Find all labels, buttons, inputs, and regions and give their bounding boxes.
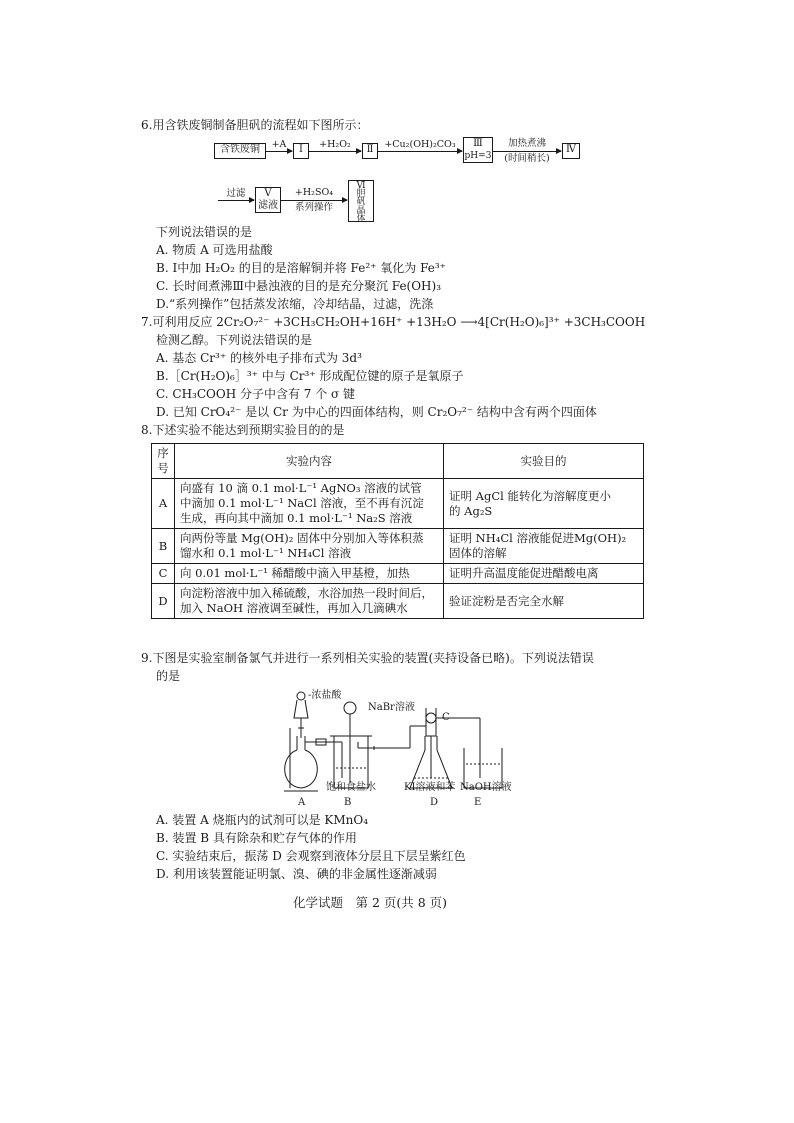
q7-stem: 7.可利用反应 2Cr₂O₇²⁻ +3CH₃CH₂OH+16H⁺ +13H₂O ⟶4[Cr(H₂O)₆]³⁺ +3CH₃COOH — [141, 315, 646, 329]
row-c-content-line: 向 0.01 mol·L⁻¹ 稀醋酸中滴入甲基橙，加热 — [180, 566, 410, 580]
flow-box-5-bottom: 滤液 — [258, 200, 278, 211]
label-conc-hcl: -浓盐酸 — [308, 690, 342, 701]
row-a-content-line: 中滴加 0.1 mol·L⁻¹ NaCl 溶液，至不再有沉淀 — [180, 496, 424, 510]
q9-stem: 9.下图是实验室制备氯气并进行一系列相关实验的装置(夹持设备已略)。下列说法错误 — [141, 651, 594, 665]
apparatus-a-flask — [284, 692, 332, 791]
flow-step4-bottom: (时间稍长) — [504, 153, 550, 164]
label-b: B — [344, 797, 352, 808]
row-a-content-line: 生成，再向其中滴加 0.1 mol·L⁻¹ Na₂S 溶液 — [180, 511, 413, 525]
q9-stem-continued: 的是 — [156, 669, 181, 683]
flow-box-6 — [348, 180, 374, 222]
flow-step5-label: 过滤 — [226, 188, 246, 199]
flow-box-6-line5: 体 — [356, 213, 366, 224]
row-d-purpose — [444, 584, 644, 619]
flow-step6-bottom: 系列操作 — [294, 202, 333, 213]
flow-arrow-3 — [378, 151, 462, 152]
table-header-row — [152, 444, 644, 479]
flow-arrow-6 — [281, 200, 347, 201]
flow-box-6-line2: 胆 — [356, 189, 366, 200]
flow-box-1: Ⅰ — [293, 143, 309, 159]
flow-arrow-5 — [218, 200, 254, 201]
flow-step4-top: 加热煮沸 — [507, 138, 546, 149]
q6-prompt: 下列说法错误的是 — [156, 225, 253, 239]
row-a-purpose-line: 证明 AgCl 能转化为溶解度更小 — [449, 488, 611, 503]
q6-stem: 6.用含铁废铜制备胆矾的流程如下图所示： — [141, 118, 369, 132]
q7-stem-continued: 检测乙醇。下列说法错误的是 — [156, 333, 313, 347]
q7-option-b: B.［Cr(H₂O)₆］³⁺ 中与 Cr³⁺ 形成配位键的原子是氧原子 — [156, 369, 464, 383]
flow-arrow-2 — [309, 151, 361, 152]
page-footer: 化学试题 第 2 页(共 8 页) — [293, 895, 448, 910]
label-d: D — [430, 797, 439, 808]
label-nabr-solution: NaBr溶液 — [368, 702, 415, 713]
row-a-purpose — [444, 479, 644, 529]
flow-reagent-basic-carbonate: +Cu₂(OH)₂CO₃ — [384, 139, 456, 150]
row-d-content-line: 向淀粉溶液中加入稀硫酸，水浴加热一段时间后， — [180, 586, 433, 600]
table-row — [152, 584, 644, 619]
q7-option-c: C. CH₃COOH 分子中含有 7 个 σ 键 — [156, 387, 356, 401]
flow-box-3-bottom: pH=3 — [464, 151, 492, 161]
row-b-id: B — [152, 529, 175, 564]
flow-step6-top: +H₂SO₄ — [294, 187, 334, 198]
row-b-purpose-line: 固体的溶解 — [449, 546, 507, 560]
header-content: 实验内容 — [175, 444, 444, 479]
row-c-id: C — [152, 564, 175, 584]
row-d-content — [175, 584, 444, 619]
q6-option-b: B. Ⅰ中加 H₂O₂ 的目的是溶解铜并将 Fe²⁺ 氧化为 Fe³⁺ — [156, 261, 447, 275]
row-a-content — [175, 479, 444, 529]
flow-box-3 — [463, 137, 493, 163]
row-b-content-line: 向两份等量 Mg(OH)₂ 固体中分别加入等体积蒸 — [180, 531, 424, 545]
label-a: A — [298, 797, 306, 808]
flow-reagent-a: +A — [271, 139, 287, 150]
q6-option-a: A. 物质 A 可选用盐酸 — [156, 243, 273, 257]
flow-box-5 — [255, 187, 281, 213]
flow-box-4: Ⅳ — [562, 143, 580, 159]
table-row — [152, 564, 644, 584]
row-a-content-line: 向盛有 10 滴 0.1 mol·L⁻¹ AgNO₃ 溶液的试管 — [180, 481, 422, 495]
flow-arrow-1 — [266, 151, 292, 152]
label-e: E — [474, 797, 482, 808]
row-b-content-line: 馏水和 0.1 mol·L⁻¹ NH₄Cl 溶液 — [180, 546, 352, 560]
header-seq: 序号 — [152, 444, 175, 479]
table-row — [152, 529, 644, 564]
flow-arrow-4 — [493, 151, 561, 152]
q6-option-c: C. 长时间煮沸Ⅲ中悬浊液的目的是充分聚沉 Fe(OH)₃ — [156, 279, 442, 293]
q9-option-b: B. 装置 B 具有除杂和贮存气体的作用 — [156, 831, 357, 845]
row-a-purpose-line: 的 Ag₂S — [449, 503, 493, 518]
label-c: C — [442, 712, 450, 723]
row-c-purpose-line: 证明升高温度能促进醋酸电离 — [449, 566, 599, 580]
row-c-content — [175, 564, 444, 584]
q7-option-d: D. 已知 CrO₄²⁻ 是以 Cr 为中心的四面体结构，则 Cr₂O₇²⁻ 结构中含有两个四面体 — [156, 405, 597, 419]
q9-option-c: C. 实验结束后，振荡 D 会观察到液体分层且下层呈紫红色 — [156, 849, 466, 863]
row-b-content — [175, 529, 444, 564]
label-ki-benzene: KI溶液和苯 — [404, 782, 456, 793]
flow-box-6-line3: 矾 — [356, 197, 366, 208]
q8-stem: 8.下述实验不能达到预期实验目的的是 — [141, 423, 345, 437]
flow-start-box: 含铁废铜 — [214, 143, 266, 159]
flow-box-2: Ⅱ — [362, 143, 378, 159]
flow-box-5-top: Ⅴ — [264, 188, 272, 199]
q9-option-a: A. 装置 A 烧瓶内的试剂可以是 KMnO₄ — [156, 813, 369, 827]
flow-box-6-line4: 晶 — [356, 205, 366, 216]
row-d-content-line: 加入 NaOH 溶液调至碱性，再加入几滴碘水 — [180, 601, 408, 615]
q6-option-d: D.“系列操作”包括蒸发浓缩，冷却结晶，过滤，洗涤 — [156, 297, 434, 311]
table-row — [152, 479, 644, 529]
label-naoh-solution: NaOH溶液 — [460, 782, 512, 793]
flow-box-3-top: Ⅲ — [473, 138, 483, 149]
row-b-purpose — [444, 529, 644, 564]
label-saturated-brine: 饱和食盐水 — [326, 782, 376, 793]
q8-experiment-table — [151, 443, 644, 619]
row-d-id: D — [152, 584, 175, 619]
row-d-purpose-line: 验证淀粉是否完全水解 — [449, 593, 564, 608]
row-b-purpose-line: 证明 NH₄Cl 溶液能促进Mg(OH)₂ — [449, 531, 627, 545]
row-c-purpose — [444, 564, 644, 584]
q7-option-a: A. 基态 Cr³⁺ 的核外电子排布式为 3d³ — [156, 351, 362, 365]
flow-box-6-line1: Ⅵ — [356, 181, 366, 191]
row-a-id: A — [152, 479, 175, 529]
header-purpose: 实验目的 — [444, 444, 644, 479]
q9-option-d: D. 利用该装置能证明氯、溴、碘的非金属性逐渐减弱 — [156, 867, 437, 881]
flow-reagent-h2o2: +H₂O₂ — [319, 139, 351, 150]
